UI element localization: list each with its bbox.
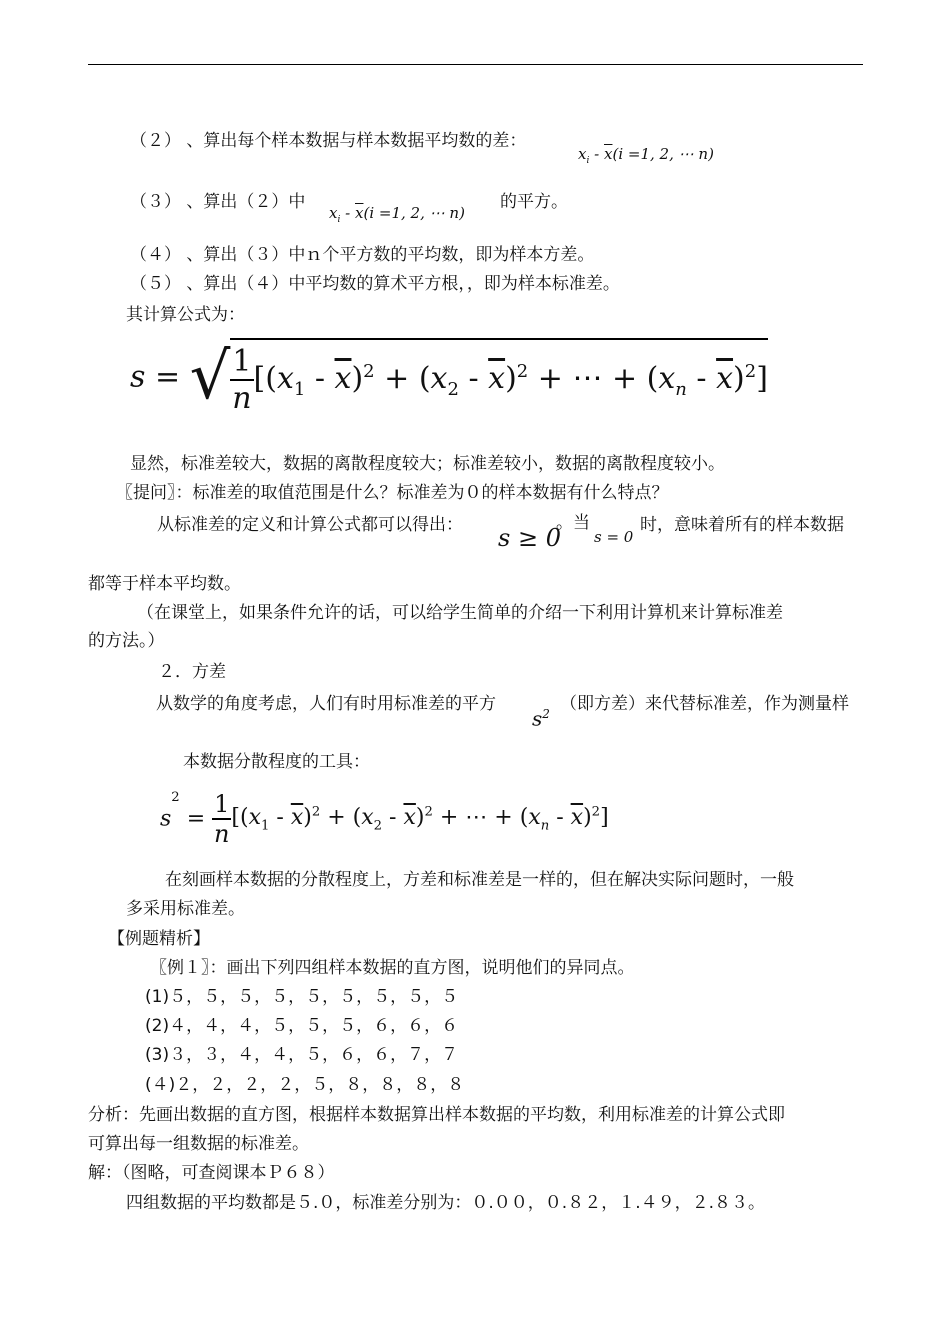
data-row: (４)２，２，２，２，５，８，８，８，８ — [145, 1075, 465, 1095]
step-5 — [130, 273, 620, 295]
step-2 — [130, 130, 526, 152]
step-label: （４） — [130, 245, 181, 265]
example-heading: 【例题精析】 — [108, 929, 210, 949]
step-text: 、算出（４）中平均数的算术平方根，，即为样本标准差。 — [186, 274, 620, 294]
s-squared: $s^2$ — [532, 706, 550, 731]
analysis-cont: 可算出每一组数据的标准差。 — [88, 1134, 309, 1154]
para-meaning: 时，意味着所有的样本数据 — [640, 515, 844, 535]
s-zero: s = 0 — [594, 528, 634, 546]
para-conclusion: 都等于样本平均数。 — [88, 574, 241, 594]
data-row: (2)４，４，４，５，５，５，６，６，６ — [145, 1016, 459, 1036]
step-text: 、算出（３）中ｎ个平方数的平均数，即为样本方差。 — [186, 245, 595, 265]
step-4 — [130, 244, 594, 266]
para-derive — [157, 514, 463, 536]
solution: 解：（图略，可查阅课本Ｐ６８） — [88, 1163, 335, 1183]
step-label: （３） — [130, 192, 181, 212]
step-3 — [130, 191, 305, 213]
para-text: 从标准差的定义和计算公式都可以得出： — [157, 515, 463, 535]
para-interpretation: 显然，标准差较大，数据的离散程度较大；标准差较小，数据的离散程度较小。 — [130, 454, 725, 474]
std-dev-formula: s = √ $\frac{1}{n}$ [$(x_1 - \overline{x})^2 + (x_2 - \overline{x})^2$ + ⋯ + $(x_n - \overline{x})^2$] — [130, 340, 768, 416]
analysis: 分析：先画出数据的直方图，根据样本数据算出样本数据的平均数，利用标准差的计算公式即 — [88, 1105, 785, 1125]
step-3-tail: 的平方。 — [500, 192, 568, 212]
para-when: 。当 — [556, 513, 590, 533]
diff-formula: $x_i - \overline{x}(i =1$, 2, ⋯ n) — [578, 145, 714, 166]
header-rule — [88, 64, 863, 65]
para-classroom: （在课堂上，如果条件允许的话，可以给学生简单的介绍一下利用计算机来计算标准差 — [137, 603, 783, 623]
formula-intro: 其计算公式为： — [126, 305, 245, 325]
diff-formula-inline: $x_i - \overline{x}(i =1$, 2, ⋯ n) — [329, 204, 465, 225]
para-variance: 从数学的角度考虑，人们有时用标准差的平方 — [156, 694, 496, 714]
example-title: 〖例１〗：画出下列四组样本数据的直方图，说明他们的异同点。 — [150, 958, 635, 978]
para-compare: 在刻画样本数据的分散程度上，方差和标准差是一样的，但在解决实际问题时，一般 — [165, 870, 794, 890]
data-row: (3)３，３，４，４，５，６，６，７，７ — [145, 1045, 459, 1065]
para-variance-cont: （即方差）来代替标准差，作为测量样 — [560, 694, 849, 714]
variance-formula: $s^2$ = $\frac{1}{n}$ [$(x_1 - \overline{x})^2 + (x_2 - \overline{x})^2$ + ⋯ + $(x_n - \overline{x})^2$] — [160, 790, 609, 848]
question-prompt: 〖提问〗：标准差的取值范围是什么？标准差为０的样本数据有什么特点？ — [116, 483, 669, 503]
section-variance-title: ２．方差 — [158, 662, 226, 682]
data-row: (1)５，５，５，５，５，５，５，５，５ — [145, 987, 459, 1007]
step-text: 、算出每个样本数据与样本数据平均数的差： — [186, 131, 527, 151]
step-label: （２） — [130, 131, 181, 151]
s-nonneg: s ≥ 0 — [498, 524, 561, 552]
step-label: （５） — [130, 274, 181, 294]
step-text: 、算出（２）中 — [186, 192, 306, 212]
para-classroom-cont: 的方法。） — [88, 631, 165, 651]
para-variance-tool: 本数据分散程度的工具： — [183, 752, 370, 772]
result: 四组数据的平均数都是５.０，标准差分别为：０.００，０.８２，１.４９，２.８３。 — [126, 1193, 766, 1213]
para-compare-cont: 多采用标准差。 — [126, 899, 245, 919]
